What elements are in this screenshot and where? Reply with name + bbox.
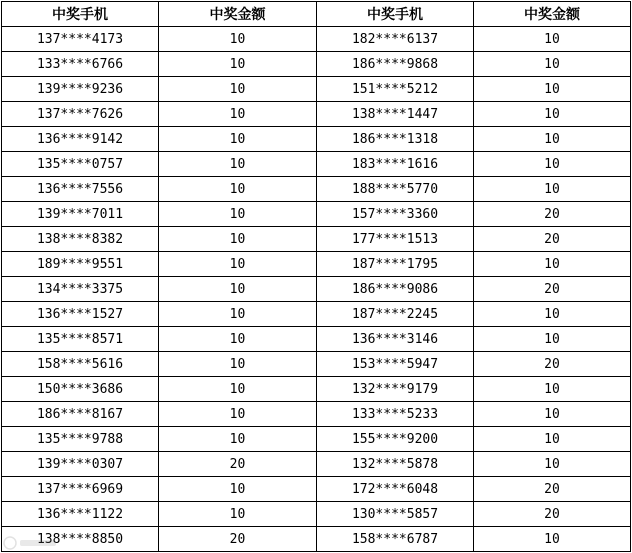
amount-right-cell: 20 <box>474 352 631 377</box>
amount-left-cell: 10 <box>159 127 317 152</box>
phone-right-cell: 153****5947 <box>317 352 474 377</box>
phone-right-cell: 133****5233 <box>317 402 474 427</box>
amount-right-cell: 20 <box>474 202 631 227</box>
phone-right-cell: 157****3360 <box>317 202 474 227</box>
amount-right-cell: 10 <box>474 27 631 52</box>
phone-left-cell: 158****5616 <box>2 352 159 377</box>
phone-right-cell: 132****5878 <box>317 452 474 477</box>
amount-right-cell: 10 <box>474 252 631 277</box>
phone-right-cell: 183****1616 <box>317 152 474 177</box>
phone-left-cell: 136****1527 <box>2 302 159 327</box>
amount-left-cell: 10 <box>159 202 317 227</box>
phone-right-cell: 155****9200 <box>317 427 474 452</box>
phone-left-cell: 139****7011 <box>2 202 159 227</box>
phone-left-cell: 134****3375 <box>2 277 159 302</box>
phone-right-cell: 182****6137 <box>317 27 474 52</box>
amount-right-cell: 10 <box>474 302 631 327</box>
amount-right-cell: 20 <box>474 502 631 527</box>
table-row <box>2 27 631 52</box>
header-phone-left: 中奖手机 <box>2 2 159 27</box>
phone-left-cell: 139****0307 <box>2 452 159 477</box>
phone-left-cell: 137****7626 <box>2 102 159 127</box>
phone-left-cell: 186****8167 <box>2 402 159 427</box>
phone-left-cell: 135****0757 <box>2 152 159 177</box>
table-row <box>2 452 631 477</box>
amount-right-cell: 10 <box>474 402 631 427</box>
phone-left-cell: 137****4173 <box>2 27 159 52</box>
phone-left-cell: 138****8850 <box>2 527 159 552</box>
phone-left-cell: 136****7556 <box>2 177 159 202</box>
phone-right-cell: 158****6787 <box>317 527 474 552</box>
header-amount-left: 中奖金额 <box>159 2 317 27</box>
phone-left-cell: 150****3686 <box>2 377 159 402</box>
amount-left-cell: 10 <box>159 502 317 527</box>
amount-left-cell: 10 <box>159 252 317 277</box>
table-body <box>2 27 631 552</box>
table-row <box>2 502 631 527</box>
phone-right-cell: 138****1447 <box>317 102 474 127</box>
header-amount-right: 中奖金额 <box>474 2 631 27</box>
amount-left-cell: 10 <box>159 427 317 452</box>
phone-right-cell: 132****9179 <box>317 377 474 402</box>
phone-right-cell: 188****5770 <box>317 177 474 202</box>
table-row <box>2 152 631 177</box>
phone-right-cell: 186****9086 <box>317 277 474 302</box>
amount-left-cell: 10 <box>159 302 317 327</box>
phone-right-cell: 136****3146 <box>317 327 474 352</box>
header-row <box>2 2 631 27</box>
amount-left-cell: 10 <box>159 327 317 352</box>
phone-left-cell: 138****8382 <box>2 227 159 252</box>
amount-right-cell: 10 <box>474 427 631 452</box>
amount-left-cell: 10 <box>159 477 317 502</box>
table-row <box>2 77 631 102</box>
amount-right-cell: 20 <box>474 477 631 502</box>
table-row <box>2 327 631 352</box>
table-row <box>2 427 631 452</box>
amount-left-cell: 10 <box>159 177 317 202</box>
amount-right-cell: 10 <box>474 527 631 552</box>
table-row <box>2 377 631 402</box>
phone-left-cell: 137****6969 <box>2 477 159 502</box>
amount-right-cell: 20 <box>474 277 631 302</box>
amount-right-cell: 10 <box>474 452 631 477</box>
table-row <box>2 302 631 327</box>
amount-right-cell: 20 <box>474 227 631 252</box>
phone-right-cell: 187****1795 <box>317 252 474 277</box>
amount-left-cell: 20 <box>159 452 317 477</box>
table-row <box>2 177 631 202</box>
amount-left-cell: 10 <box>159 152 317 177</box>
amount-left-cell: 10 <box>159 77 317 102</box>
amount-left-cell: 20 <box>159 527 317 552</box>
amount-left-cell: 10 <box>159 227 317 252</box>
phone-left-cell: 135****9788 <box>2 427 159 452</box>
amount-left-cell: 10 <box>159 402 317 427</box>
phone-left-cell: 135****8571 <box>2 327 159 352</box>
table-row <box>2 127 631 152</box>
table-row <box>2 252 631 277</box>
amount-right-cell: 10 <box>474 377 631 402</box>
amount-left-cell: 10 <box>159 27 317 52</box>
amount-left-cell: 10 <box>159 102 317 127</box>
table-row <box>2 527 631 552</box>
phone-right-cell: 177****1513 <box>317 227 474 252</box>
table-row <box>2 402 631 427</box>
amount-right-cell: 10 <box>474 77 631 102</box>
phone-right-cell: 186****9868 <box>317 52 474 77</box>
table-row <box>2 102 631 127</box>
phone-left-cell: 139****9236 <box>2 77 159 102</box>
header-phone-right: 中奖手机 <box>317 2 474 27</box>
phone-left-cell: 136****9142 <box>2 127 159 152</box>
amount-right-cell: 10 <box>474 52 631 77</box>
phone-right-cell: 187****2245 <box>317 302 474 327</box>
phone-right-cell: 130****5857 <box>317 502 474 527</box>
table-row <box>2 202 631 227</box>
amount-right-cell: 10 <box>474 127 631 152</box>
amount-right-cell: 10 <box>474 327 631 352</box>
phone-right-cell: 151****5212 <box>317 77 474 102</box>
phone-right-cell: 186****1318 <box>317 127 474 152</box>
amount-right-cell: 10 <box>474 102 631 127</box>
phone-left-cell: 133****6766 <box>2 52 159 77</box>
table-header <box>2 2 631 27</box>
amount-left-cell: 10 <box>159 52 317 77</box>
amount-left-cell: 10 <box>159 277 317 302</box>
phone-left-cell: 189****9551 <box>2 252 159 277</box>
winners-table <box>1 1 631 552</box>
faint-logo-watermark <box>2 535 60 551</box>
table-row <box>2 277 631 302</box>
amount-right-cell: 10 <box>474 177 631 202</box>
amount-right-cell: 10 <box>474 152 631 177</box>
table-row <box>2 52 631 77</box>
table-row <box>2 352 631 377</box>
amount-left-cell: 10 <box>159 352 317 377</box>
phone-right-cell: 172****6048 <box>317 477 474 502</box>
amount-left-cell: 10 <box>159 377 317 402</box>
table-row <box>2 227 631 252</box>
phone-left-cell: 136****1122 <box>2 502 159 527</box>
table-row <box>2 477 631 502</box>
